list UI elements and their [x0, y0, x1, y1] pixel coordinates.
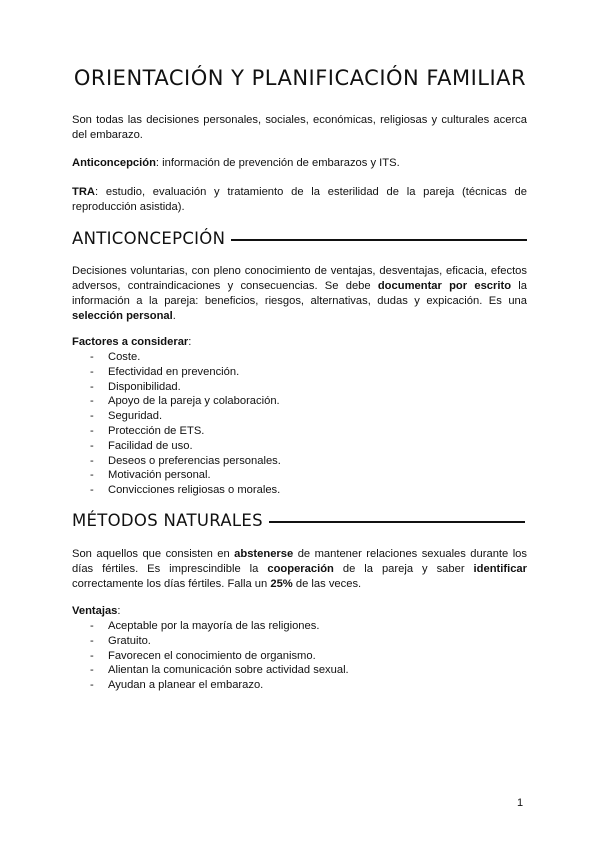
list-item-text: Apoyo de la pareja y colaboración. [108, 395, 280, 408]
list-item [72, 424, 527, 439]
bullet-dash: - [90, 620, 94, 632]
paragraph-text: la información a la pareja: beneficios, riesgos, alternativas, dudas y expicación. Es una [72, 280, 527, 307]
list-item-text: Seguridad. [108, 410, 163, 423]
metodos-paragraph [72, 547, 527, 592]
tra-definition [72, 185, 527, 215]
list-item [72, 483, 527, 498]
bullet-dash: - [90, 395, 94, 408]
list-item [72, 394, 527, 409]
list-item-text: Alientan la comunicación sobre actividad sexual. [108, 664, 349, 677]
page-title: ORIENTACIÓN Y PLANIFICACIÓN FAMILIAR [73, 66, 527, 90]
list-item [72, 649, 527, 664]
emphasis-text: abstenerse [234, 548, 294, 560]
paragraph-text: de la pareja y saber [333, 563, 474, 575]
page-number: 1 [517, 797, 524, 809]
list-item-text: Disponibilidad. [108, 380, 181, 393]
paragraph-text: de las veces. [292, 578, 362, 590]
list-item-text: Favorecen el conocimiento de organismo. [108, 649, 316, 662]
bullet-dash: - [90, 365, 94, 378]
anticoncepcion-definition [72, 156, 527, 171]
list-item-text: Facilidad de uso. [108, 439, 193, 452]
bullet-dash: - [90, 439, 94, 452]
list-item-text: Deseos o preferencias personales. [108, 454, 281, 467]
list-item [72, 634, 527, 649]
ventajas-label [72, 604, 527, 619]
definition-text: : estudio, evaluación y tratamiento de la esterilidad de la pareja (técnicas de reproducción asistida). [72, 186, 527, 213]
bullet-dash: - [90, 664, 94, 677]
paragraph-text: . [172, 310, 176, 322]
list-item [72, 454, 527, 469]
definition-term: Anticoncepción [72, 157, 156, 169]
ventajas-label-colon: : [117, 605, 121, 617]
list-item-text: Efectividad en prevención. [108, 365, 240, 378]
intro-paragraph: Son todas las decisiones personales, sociales, económicas, religiosas y culturales acerca del embarazo. [72, 114, 527, 141]
bullet-dash: - [90, 484, 94, 497]
list-item [72, 380, 527, 395]
emphasis-text: selección personal [72, 310, 173, 322]
section-heading-text: ANTICONCEPCIÓN [72, 229, 226, 248]
paragraph-text: Decisiones voluntarias, con pleno conocimiento de ventajas, desventajas, eficacia, efectos adversos, contraindicaciones y consecuencias. Se debe [72, 265, 527, 292]
factors-label-text: Factores a considerar [72, 336, 189, 348]
list-item [72, 663, 527, 678]
emphasis-text: cooperación [267, 563, 334, 575]
bullet-dash: - [90, 454, 94, 467]
section-heading-text: MÉTODOS NATURALES [72, 511, 263, 530]
factors-label [72, 335, 527, 350]
emphasis-text: 25% [270, 578, 293, 590]
bullet-dash: - [90, 649, 94, 662]
bullet-dash: - [90, 351, 94, 363]
bullet-dash: - [90, 634, 94, 647]
definition-text: : información de prevención de embarazos y ITS. [155, 157, 400, 169]
ventajas-label-text: Ventajas [72, 605, 118, 617]
list-item-text: Convicciones religiosas o morales. [108, 484, 281, 497]
section-heading-anticoncepcion [72, 229, 527, 248]
factors-list [72, 350, 527, 498]
emphasis-text: identificar [473, 563, 528, 575]
list-item [72, 409, 527, 424]
list-item [72, 468, 527, 483]
emphasis-text: documentar por escrito [377, 280, 512, 292]
list-item-text: Gratuito. [108, 634, 151, 647]
list-item-text: Motivación personal. [108, 469, 211, 482]
bullet-dash: - [90, 380, 94, 393]
bullet-dash: - [90, 424, 94, 437]
ventajas-list [72, 619, 527, 693]
list-item [72, 678, 527, 693]
list-item-text: Coste. [108, 351, 141, 363]
anticoncepcion-paragraph [72, 264, 527, 324]
list-item [72, 350, 527, 365]
list-item [72, 439, 527, 454]
section-heading-metodos-naturales [72, 511, 525, 530]
definition-term: TRA [72, 186, 95, 198]
list-item-text: Protección de ETS. [108, 424, 205, 437]
factors-label-colon: : [188, 336, 192, 348]
list-item-text: Ayudan a planear el embarazo. [108, 679, 264, 692]
paragraph-text: de mantener relaciones sexuales durante los días fértiles. Es imprescindible la [72, 548, 527, 575]
paragraph-text: correctamente los días fértiles. Falla un [72, 578, 271, 590]
bullet-dash: - [90, 410, 94, 423]
bullet-dash: - [90, 679, 94, 692]
heading-rule [269, 521, 525, 522]
list-item [72, 365, 527, 380]
list-item-text: Aceptable por la mayoría de las religiones. [108, 620, 320, 632]
list-item [72, 619, 527, 634]
paragraph-text: Son aquellos que consisten en [72, 548, 235, 560]
heading-rule [231, 239, 527, 240]
bullet-dash: - [90, 469, 94, 482]
